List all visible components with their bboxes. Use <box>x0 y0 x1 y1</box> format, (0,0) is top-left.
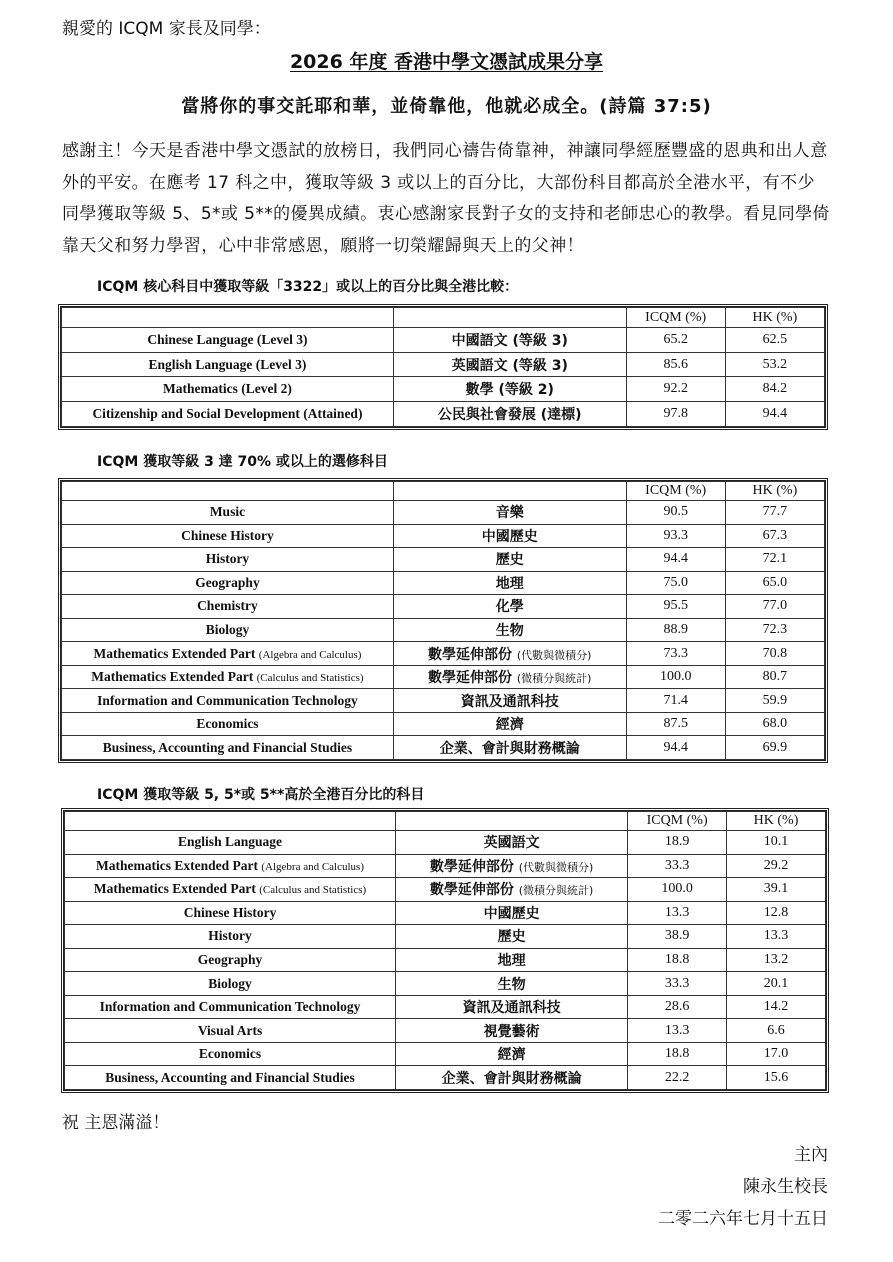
subject-chinese-name: 數學延伸部份 <box>429 858 514 875</box>
subject-english <box>62 595 394 619</box>
table-row <box>62 501 825 525</box>
icqm-percent: 33.3 <box>628 972 727 996</box>
subject-chinese <box>393 352 626 377</box>
icqm-percent: 65.2 <box>626 328 725 353</box>
subject-english-name: Chinese Language (Level 3) <box>147 331 308 347</box>
subject-chinese <box>393 571 626 595</box>
hk-percent: 94.4 <box>725 402 824 427</box>
subject-english <box>65 948 396 972</box>
hk-percent: 80.7 <box>725 665 824 689</box>
subject-english-name: Biology <box>208 975 252 991</box>
icqm-percent: 100.0 <box>626 665 725 689</box>
subject-chinese-name: 中國歷史 <box>483 905 540 922</box>
subject-chinese <box>393 548 626 572</box>
subject-english <box>62 524 394 548</box>
subject-english <box>62 736 394 760</box>
hk-percent: 68.0 <box>725 712 824 736</box>
table-row <box>65 925 826 949</box>
subject-english-name: Music <box>209 504 246 520</box>
subject-english <box>62 712 394 736</box>
header-blank-cell <box>62 482 394 501</box>
hk-percent: 77.7 <box>725 501 824 525</box>
subject-english <box>65 901 396 925</box>
hk-percent: 6.6 <box>727 1019 826 1043</box>
header-icqm: ICQM (%) <box>626 308 725 328</box>
hk-percent: 15.6 <box>727 1066 826 1090</box>
header-blank-cell <box>62 308 394 328</box>
subject-chinese <box>396 831 628 855</box>
subject-chinese-name: 視覺藝術 <box>483 1023 540 1040</box>
header-icqm: ICQM (%) <box>628 812 727 831</box>
subject-chinese <box>396 995 628 1019</box>
subject-chinese-name: 資訊及通訊科技 <box>460 693 559 710</box>
subject-chinese <box>393 524 626 548</box>
subject-chinese <box>396 878 628 902</box>
icqm-percent: 13.3 <box>628 1019 727 1043</box>
subject-english <box>62 571 394 595</box>
subject-chinese <box>393 501 626 525</box>
icqm-percent: 75.0 <box>626 571 725 595</box>
subject-english <box>65 831 396 855</box>
hk-percent: 72.3 <box>725 618 824 642</box>
subject-english <box>62 328 394 353</box>
icqm-percent: 88.9 <box>626 618 725 642</box>
icqm-percent: 97.8 <box>626 402 725 427</box>
icqm-percent: 87.5 <box>626 712 725 736</box>
icqm-percent: 33.3 <box>628 854 727 878</box>
subject-english-name: Economics <box>196 716 259 732</box>
level5-subjects-table <box>61 808 829 1093</box>
table-row <box>62 689 825 713</box>
subject-chinese <box>393 689 626 713</box>
subject-english-name: Mathematics (Level 2) <box>162 381 292 397</box>
subject-chinese <box>396 1019 628 1043</box>
table-header-row <box>62 482 825 501</box>
subject-english-name: Business, Accounting and Financial Studies <box>105 1069 355 1085</box>
table-row <box>62 571 825 595</box>
results-table <box>61 307 825 427</box>
subject-english-name: Geography <box>195 574 260 590</box>
subject-english <box>65 854 396 878</box>
subject-chinese <box>393 736 626 760</box>
header-hk: HK (%) <box>725 308 824 328</box>
intro-paragraph: 感謝主！今天是香港中學文憑試的放榜日，我們同心禱告倚靠神，神讓同學經歷豐盛的恩典和出人意外的平安。在應考 17 科之中，獲取等級 3 或以上的百分比，大部份科目都高於全港水平，有不少同學獲取等級 5、5*或 5**的優異成績。衷心感謝家長對子女的支持和老師忠心的教學。看見同學倚靠天父和努力學習，心中非常感恩，願將一切榮耀歸與天上的父神！ <box>62 141 830 256</box>
subject-chinese <box>393 618 626 642</box>
subject-english <box>62 377 394 402</box>
icqm-percent: 92.2 <box>626 377 725 402</box>
table-row <box>62 618 825 642</box>
subject-chinese-name: 經濟 <box>495 717 524 734</box>
subject-english-name: Biology <box>205 621 250 637</box>
header-hk: HK (%) <box>725 482 824 501</box>
hk-percent: 70.8 <box>725 642 824 666</box>
table-row <box>65 901 826 925</box>
subject-chinese-name: 歷史 <box>495 552 524 569</box>
subject-chinese <box>393 402 626 427</box>
hk-percent: 77.0 <box>725 595 824 619</box>
hk-percent: 65.0 <box>725 571 824 595</box>
subject-chinese-name: 數學延伸部份 <box>428 646 512 663</box>
icqm-percent: 85.6 <box>626 352 725 377</box>
table-row <box>65 878 826 902</box>
hk-percent: 13.3 <box>727 925 826 949</box>
subject-chinese-note: (代數與微積分) <box>518 860 594 874</box>
hk-percent: 10.1 <box>727 831 826 855</box>
header-blank-cell <box>393 308 626 328</box>
closing-blessing: 祝 主恩滿溢！ <box>62 1113 170 1133</box>
subject-chinese-name: 資訊及通訊科技 <box>462 1000 561 1017</box>
subject-chinese-name: 生物 <box>495 622 524 639</box>
hk-percent: 67.3 <box>725 524 824 548</box>
hk-percent: 53.2 <box>725 352 824 377</box>
header-hk: HK (%) <box>727 812 826 831</box>
table-row <box>65 948 826 972</box>
table-row <box>62 712 825 736</box>
subject-chinese <box>396 1042 628 1066</box>
header-blank-cell <box>396 812 628 831</box>
table-row <box>62 642 825 666</box>
subject-chinese <box>396 1066 628 1090</box>
subject-chinese <box>396 948 628 972</box>
subject-chinese-name: 數學延伸部份 <box>429 882 514 899</box>
subject-english-name: Mathematics Extended Part <box>93 645 256 661</box>
subject-chinese <box>396 854 628 878</box>
icqm-percent: 90.5 <box>626 501 725 525</box>
subject-english <box>62 665 394 689</box>
subject-english-name: Visual Arts <box>197 1022 263 1038</box>
subject-chinese-note: (微積分與統計) <box>518 884 594 898</box>
subject-chinese <box>396 972 628 996</box>
table-row <box>62 402 825 427</box>
subject-chinese-name: 歷史 <box>497 929 526 946</box>
subject-chinese-name: 中國歷史 <box>481 528 538 545</box>
bible-verse: 當將你的事交託耶和華，並倚靠他，他就必成全。(詩篇 37:5) <box>181 96 712 117</box>
table-caption-electives: ICQM 獲取等級 3 達 70% 或以上的選修科目 <box>97 454 388 470</box>
subject-english <box>65 925 396 949</box>
table-row <box>65 1042 826 1066</box>
subject-english-note: (Calculus and Statistics) <box>259 884 367 897</box>
icqm-percent: 100.0 <box>628 878 727 902</box>
table-header-row <box>65 812 826 831</box>
subject-chinese-name: 公民與社會發展 (達標) <box>437 407 582 424</box>
subject-english <box>62 618 394 642</box>
table-row <box>65 972 826 996</box>
subject-chinese <box>393 595 626 619</box>
subject-english-name: History <box>208 928 252 944</box>
subject-english-name: Mathematics Extended Part <box>93 881 256 897</box>
subject-chinese-note: (代數與微積分) <box>516 648 592 662</box>
icqm-percent: 94.4 <box>626 736 725 760</box>
hk-percent: 62.5 <box>725 328 824 353</box>
subject-english-name: Citizenship and Social Development (Attained) <box>92 406 363 422</box>
core-subjects-table <box>58 304 828 430</box>
subject-english-name: Chemistry <box>197 598 258 614</box>
subject-chinese-name: 企業、會計與財務概論 <box>441 1070 582 1087</box>
subject-english <box>62 352 394 377</box>
subject-chinese-name: 化學 <box>495 599 524 616</box>
subject-english <box>65 1019 396 1043</box>
subject-english-name: Mathematics Extended Part <box>96 857 258 873</box>
signature-date: 二零二六年七月十五日 <box>658 1209 828 1229</box>
subject-english-note: (Algebra and Calculus) <box>261 860 364 873</box>
hk-percent: 72.1 <box>725 548 824 572</box>
subject-english <box>62 548 394 572</box>
icqm-percent: 18.8 <box>628 948 727 972</box>
subject-chinese <box>393 377 626 402</box>
subject-chinese-name: 生物 <box>497 976 526 993</box>
table-caption-level5: ICQM 獲取等級 5, 5*或 5**高於全港百分比的科目 <box>97 787 425 803</box>
subject-chinese <box>393 665 626 689</box>
table-row <box>65 995 826 1019</box>
icqm-percent: 93.3 <box>626 524 725 548</box>
table-caption-core: ICQM 核心科目中獲取等級「3322」或以上的百分比與全港比較： <box>97 279 519 295</box>
subject-english-name: Economics <box>198 1046 262 1062</box>
table-row <box>62 524 825 548</box>
elective-subjects-table <box>58 478 828 763</box>
table-row <box>62 595 825 619</box>
subject-chinese-name: 地理 <box>497 952 526 969</box>
hk-percent: 12.8 <box>727 901 826 925</box>
subject-english-name: Information and Communication Technology <box>97 692 358 708</box>
hk-percent: 69.9 <box>725 736 824 760</box>
hk-percent: 59.9 <box>725 689 824 713</box>
table-row <box>62 377 825 402</box>
subject-chinese <box>393 642 626 666</box>
subject-english-name: Information and Communication Technology <box>99 999 361 1015</box>
hk-percent: 17.0 <box>727 1042 826 1066</box>
icqm-percent: 94.4 <box>626 548 725 572</box>
hk-percent: 20.1 <box>727 972 826 996</box>
table-row <box>62 736 825 760</box>
subject-english <box>65 878 396 902</box>
table-row <box>65 1019 826 1043</box>
table-header-row <box>62 308 825 328</box>
subject-chinese <box>396 925 628 949</box>
subject-english-name: Geography <box>197 951 263 967</box>
subject-english-name: History <box>205 551 250 567</box>
subject-english-name: English Language <box>178 834 282 850</box>
subject-english-name: Chinese History <box>183 904 277 920</box>
subject-english <box>62 689 394 713</box>
results-table <box>61 481 825 760</box>
subject-chinese-name: 地理 <box>495 575 524 592</box>
icqm-percent: 71.4 <box>626 689 725 713</box>
subject-chinese-name: 中國語文 (等級 3) <box>451 332 568 349</box>
subject-chinese <box>393 712 626 736</box>
subject-english <box>65 1042 396 1066</box>
header-blank-cell <box>393 482 626 501</box>
subject-chinese-name: 數學 (等級 2) <box>465 382 554 399</box>
hk-percent: 39.1 <box>727 878 826 902</box>
hk-percent: 13.2 <box>727 948 826 972</box>
icqm-percent: 18.9 <box>628 831 727 855</box>
icqm-percent: 18.8 <box>628 1042 727 1066</box>
hk-percent: 14.2 <box>727 995 826 1019</box>
header-icqm: ICQM (%) <box>626 482 725 501</box>
subject-english <box>62 402 394 427</box>
subject-english-name: Business, Accounting and Financial Studies <box>102 739 353 755</box>
subject-english-name: English Language (Level 3) <box>148 356 307 372</box>
table-row <box>62 328 825 353</box>
table-row <box>65 1066 826 1090</box>
subject-english-name: Mathematics Extended Part <box>91 669 254 685</box>
icqm-percent: 13.3 <box>628 901 727 925</box>
signature-line1: 主內 <box>794 1145 828 1165</box>
subject-english <box>65 995 396 1019</box>
icqm-percent: 95.5 <box>626 595 725 619</box>
results-table <box>64 811 826 1090</box>
table-row <box>65 831 826 855</box>
subject-chinese-name: 經濟 <box>497 1047 526 1064</box>
subject-english <box>62 642 394 666</box>
hk-percent: 29.2 <box>727 854 826 878</box>
subject-chinese-name: 數學延伸部份 <box>428 670 512 687</box>
subject-chinese-name: 音樂 <box>495 505 524 522</box>
document-title: 2026 年度 香港中學文憑試成果分享 <box>289 51 604 73</box>
table-row <box>62 352 825 377</box>
subject-english <box>65 1066 396 1090</box>
table-row <box>62 548 825 572</box>
subject-english-name: Chinese History <box>181 527 274 543</box>
icqm-percent: 38.9 <box>628 925 727 949</box>
icqm-percent: 73.3 <box>626 642 725 666</box>
subject-chinese <box>393 328 626 353</box>
hk-percent: 84.2 <box>725 377 824 402</box>
subject-english-note: (Calculus and Statistics) <box>256 672 364 685</box>
subject-english <box>65 972 396 996</box>
table-row <box>62 665 825 689</box>
subject-chinese-name: 英國語文 <box>483 835 540 852</box>
greeting: 親愛的 ICQM 家長及同學： <box>62 19 271 39</box>
subject-english-note: (Algebra and Calculus) <box>258 648 362 661</box>
icqm-percent: 28.6 <box>628 995 727 1019</box>
icqm-percent: 22.2 <box>628 1066 727 1090</box>
subject-chinese-name: 企業、會計與財務概論 <box>439 740 580 757</box>
subject-chinese <box>396 901 628 925</box>
subject-chinese-note: (微積分與統計) <box>516 672 592 686</box>
subject-chinese-name: 英國語文 (等級 3) <box>451 357 568 374</box>
subject-english <box>62 501 394 525</box>
signature-name: 陳永生校長 <box>743 1177 828 1197</box>
table-row <box>65 854 826 878</box>
header-blank-cell <box>65 812 396 831</box>
